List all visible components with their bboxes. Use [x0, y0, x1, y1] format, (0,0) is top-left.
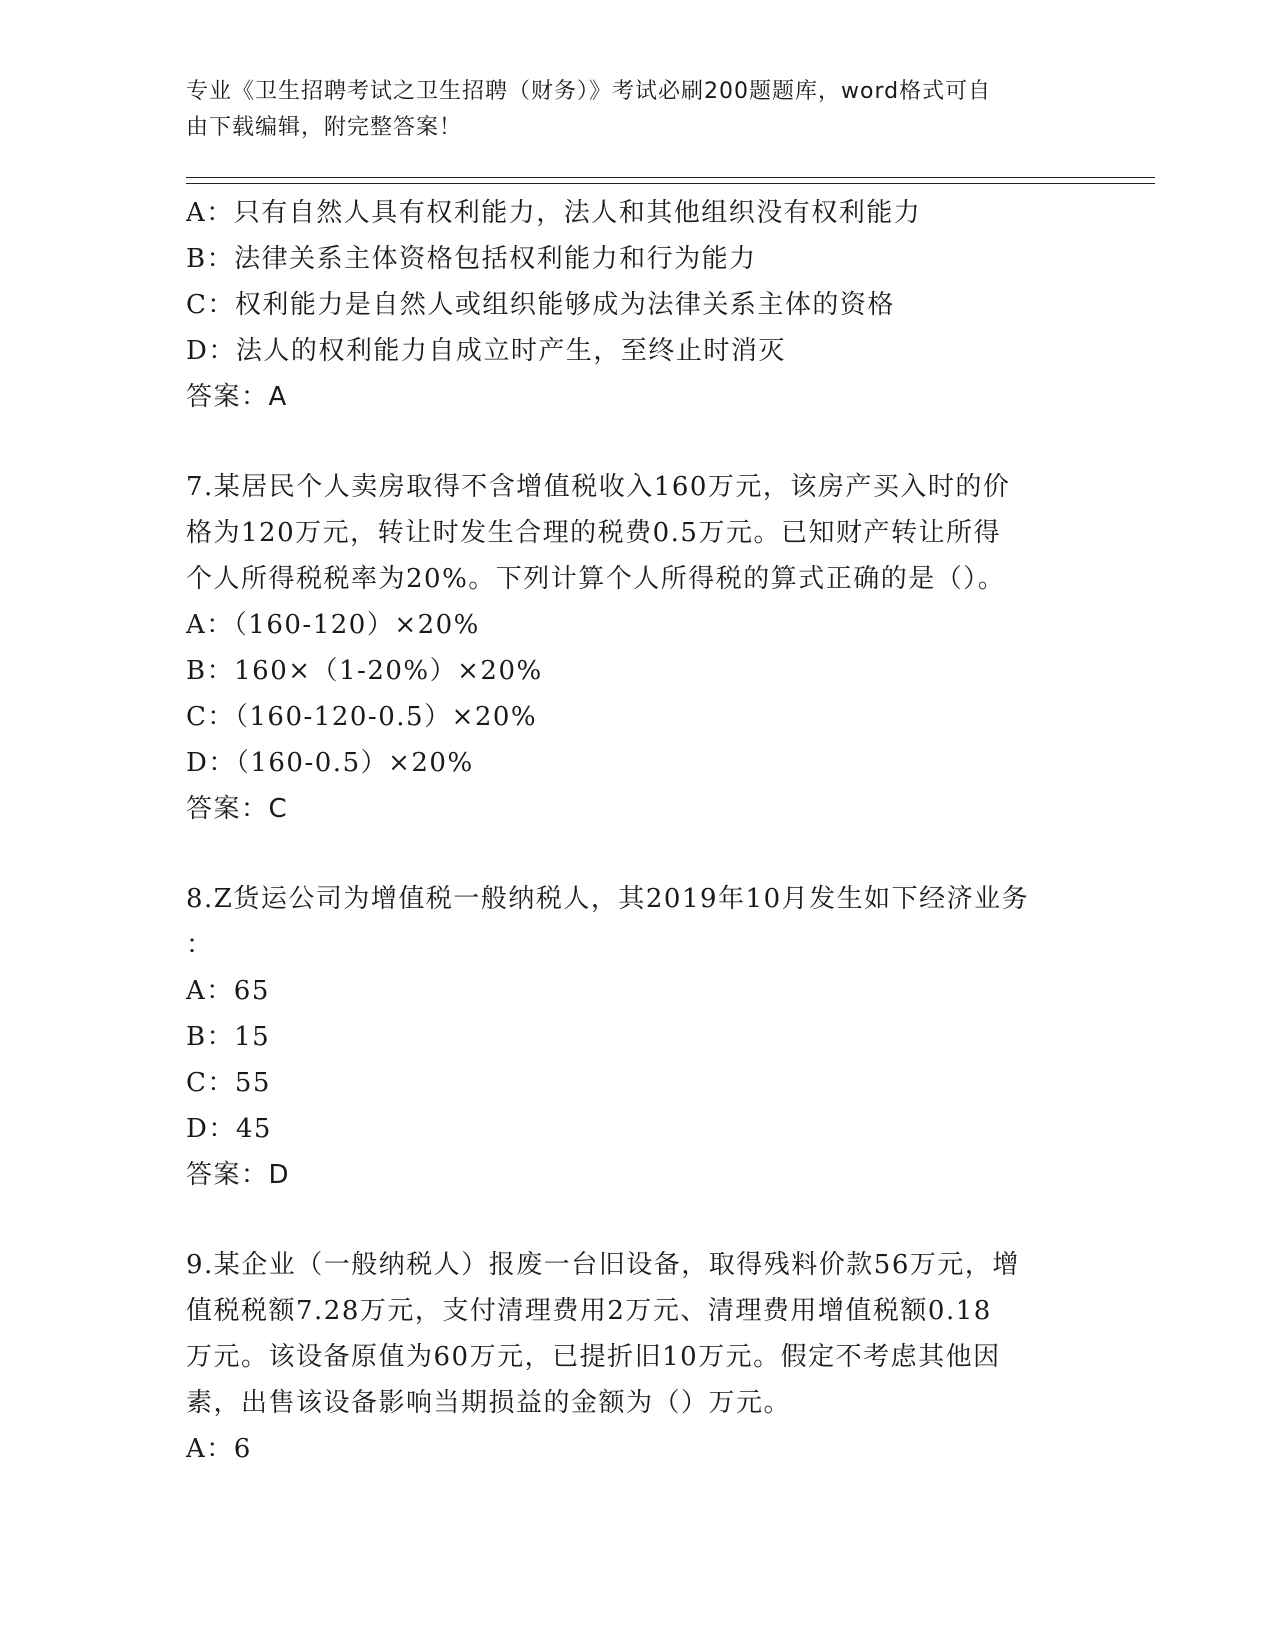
- question-text-line: 个人所得税税率为20%。下列计算个人所得税的算式正确的是（）。: [186, 564, 1006, 594]
- option-d: D：45: [186, 1114, 272, 1144]
- question-text-line: 9.某企业（一般纳税人）报废一台旧设备，取得残料价款56万元，增: [186, 1250, 1020, 1280]
- question-text-line: 万元。该设备原值为60万元，已提折旧10万元。假定不考虑其他因: [186, 1342, 1001, 1372]
- question-text-line: 8.Z货运公司为增值税一般纳税人，其2019年10月发生如下经济业务: [186, 884, 1030, 914]
- header-divider-bottom: [186, 183, 1155, 184]
- answer: 答案：D: [186, 1160, 291, 1190]
- question-text-line: 7.某居民个人卖房取得不含增值税收入160万元，该房产买入时的价: [186, 472, 1011, 502]
- option-a: A：只有自然人具有权利能力，法人和其他组织没有权利能力: [186, 198, 922, 228]
- question-6-block: [186, 190, 1086, 420]
- option-b: B：15: [186, 1022, 271, 1052]
- option-b: B：160×（1-20%）×20%: [186, 656, 543, 686]
- header-divider-top: [186, 177, 1155, 178]
- option-c: C：权利能力是自然人或组织能够成为法律关系主体的资格: [186, 290, 895, 320]
- question-text-line: 值税税额7.28万元，支付清理费用2万元、清理费用增值税额0.18: [186, 1296, 992, 1326]
- question-8-block: [186, 876, 1086, 1198]
- option-c: C：（160-120-0.5）×20%: [186, 702, 538, 732]
- option-d: D：法人的权利能力自成立时产生，至终止时消灭: [186, 336, 786, 366]
- question-text-line: 格为120万元，转让时发生合理的税费0.5万元。已知财产转让所得: [186, 518, 1001, 548]
- question-7-block: [186, 464, 1086, 832]
- header-line-2: 由下载编辑，附完整答案！: [186, 115, 463, 140]
- answer: 答案：A: [186, 382, 288, 412]
- header-line-1: 专业《卫生招聘考试之卫生招聘（财务）》考试必刷200题题库，word格式可自: [186, 79, 992, 104]
- option-d: D：（160-0.5）×20%: [186, 748, 474, 778]
- question-9-block: [186, 1242, 1086, 1472]
- option-a: A：65: [186, 976, 270, 1006]
- option-a: A：（160-120）×20%: [186, 610, 480, 640]
- question-text-line: ：: [186, 930, 214, 960]
- question-list: [186, 190, 1086, 1472]
- answer: 答案：C: [186, 794, 289, 824]
- option-a: A：6: [186, 1434, 252, 1464]
- option-b: B：法律关系主体资格包括权利能力和行为能力: [186, 244, 757, 274]
- document-header: [186, 74, 1086, 146]
- option-c: C：55: [186, 1068, 271, 1098]
- question-text-line: 素，出售该设备影响当期损益的金额为（）万元。: [186, 1388, 792, 1418]
